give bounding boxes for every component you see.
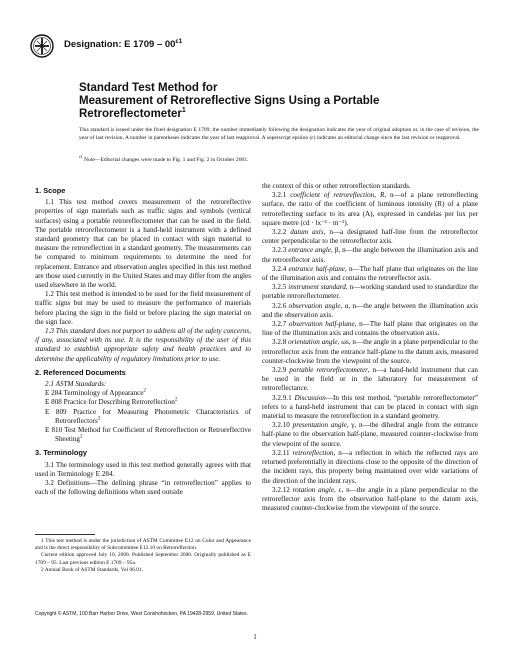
reference-text: E 808 Practice for Describing Retroreflection [45,398,175,407]
reference-text: E 284 Terminology of Appearance [45,389,144,398]
right-column [262,182,478,513]
definition-item [262,302,478,320]
definition-item [262,246,478,264]
designation-text: Designation: E 1709 – 00 [64,39,176,50]
definition-item [262,191,478,228]
definition-item [262,338,478,366]
definition-text: , n—of a plane retroreflecting surface, the ratio of the coefficient of luminous intensity (R) of a plane retroreflecting surface to its area (A), expressed in candelas per lux per square metre (cd · lx⁻¹ · m⁻²). [262,191,478,227]
astm-standards-subheading: 2.1 ASTM Standards: [45,380,107,389]
definition-term: observation angle [288,301,341,310]
section-heading-terminology: 3. Terminology [35,448,88,458]
editorial-note [79,157,479,164]
definition-text: , n—a reflection in which the reflected rays are returned preferentially in directions close to the opposite of the direction of the incident rays, this property being maintained over wide variations of the direction of the incident rays. [262,448,478,485]
definition-number: 3.2.9.1 [272,393,292,402]
astm-logo-icon [30,34,54,58]
paragraph-1-3: 1.3 This standard does not purport to address all of the safety concerns, if any, associated with its use. It is the responsibility of the user of this standard to establish appropriate safety and health practices and to determine the applicability of regulatory limitations prior to use. [35,327,251,363]
definition-text: , n—a hand-held instrument that can be used in the field or in the laboratory for measurement of retroreflectance. [262,366,478,393]
definition-item [262,449,478,486]
definition-text: , γ, n—the dihedral angle from the entrance half-plane to the observation half-plane, measured counter-clockwise from the viewpoint of the source. [262,421,478,448]
title-line-1: Standard Test Method for [79,82,218,94]
reference-footnote-mark: 2 [174,398,178,404]
definition-term: retroreflection [292,448,334,457]
section-heading-scope: 1. Scope [35,186,66,195]
definition-number: 3.2.11 [272,448,290,457]
definition-item [262,265,478,283]
document-title [79,82,459,121]
definition-text: , n—working standard used to standardize the portable retroreflectometer. [262,283,478,301]
definition-term: entrance half-plane [288,264,345,273]
paragraph-1-1: 1.1 This test method covers measurement of the retroreflective properties of sign materials such as traffic signs and symbols (vertical surfaces) using a portable retroreflectometer that can be used in the field. The portable retroreflectometer is a hand-held instrument with a defined standard geometry that can be placed in contact with sign material to measure the retroreflection in a standard geometry. The measurements can be compared to minimum requirements to determine the need for replacement. Entrance and observation angles specified in this test method are those used currently in the United States and may differ from the angles used elsewhere in the world. [35,198,251,290]
definition-number: 3.2.8 [272,338,287,347]
definition-text: —In this test method, “portable retroreflectometer” refers to a hand-held instrument that can be placed in contact with sign material to measure the retroreflection in a standard geometry. [262,393,478,421]
definition-item [262,320,478,338]
definition-term: datum axis [290,228,324,237]
editorial-text: Note—Editorial changes were made to Fig. 1 and Fig. 2 in October 2001. [84,157,249,163]
definition-number: 3.2.10 [272,421,290,430]
paragraph-3-1: 3.1 The terminology used in this test method generally agrees with that used in Terminology E 284. [35,460,251,478]
footnote-1: 1 This test method is under the jurisdiction of ASTM Committee E12 on Color and Appearance and is the direct responsibility of Subcommittee E12.10 on Retroreflection. [35,538,251,552]
paragraph-3-2: 3.2 Definitions—The defining phrase “in retroreflection” applies to each of the following definitions when used outside [35,479,251,497]
definition-text: , n—The half plane that originates on the line of the illumination axis and contains the observation axis. [262,320,478,338]
definition-text: , ε, n—the angle in a plane perpendicular to the retroreflector axis from the observation half-plane to the datum axis, measured counter-clockwise from the viewpoint of the source. [262,485,478,513]
title-footnote-mark: 1 [181,107,186,115]
definition-item [262,486,478,514]
definition-item [262,394,478,422]
definition-term: coefficient of retroreflection, R [290,191,385,200]
footnote-divider [35,534,95,535]
title-line-2: Measurement of Retroreflective Signs Using a Portable [79,95,380,107]
definitions-list [262,191,478,513]
footnote-edition: Current edition approved July 10, 2000. Published September 2000. Originally published as E 1709 – 95. Last previous edition E 1709 – 95a. [35,552,251,566]
issued-notice: This standard is issued under the fixed designation E 1709; the number immediately following the designation indicates the year of original adoption or, in the case of revision, the year of last revision. A number in parentheses indicates the year of last reapproval. A superscript epsilon (ε) indicates an editorial change since the last revision or reapproval. [79,127,479,141]
document-header [30,34,490,58]
definition-number: 3.2.6 [272,301,287,310]
definition-term: instrument standard [288,283,346,292]
page-number: 1 [253,633,257,641]
definition-text: , α, n—the angle between the illumination axis and the observation axis. [262,301,478,319]
reference-footnote-mark: 2 [143,388,147,394]
definition-number: 3.2.3 [272,246,287,255]
definition-text: , β, n—the angle between the illumination axis and the retroreflector axis. [262,246,478,264]
paragraph-1-2: 1.2 This test method is intended to be used for the field measurement of traffic signs but may be used to measure the performance of materials before placing the sign in the field or before placing the sign material on the sign face. [35,290,251,326]
definition-number: 3.2.5 [272,283,287,292]
definition-item [262,366,478,394]
definition-item [262,421,478,449]
definition-term: Discussion [294,393,326,402]
definition-term: orientation angle [288,338,338,347]
reference-e284 [35,389,251,398]
definition-term: rotation angle [292,485,334,494]
reference-footnote-mark: 2 [80,434,83,440]
footnotes [35,538,251,574]
copyright-line: Copyright © ASTM, 100 Barr Harbor Drive, West Conshohocken, PA 19428-2959, United States. [35,611,249,617]
reference-text: E 810 Test Method for Coefficient of Retroreflection or Retroreflective Sheeting [45,426,251,444]
definition-text: , n—The half plane that originates on the line of the illumination axis and contains the retroreflector axis. [262,264,478,283]
section-heading-referenced-documents: 2. Referenced Documents [35,367,126,377]
definition-term: presentation angle [292,421,347,430]
definition-number: 3.2.1 [272,191,287,200]
left-column [35,182,251,498]
definition-text: , ωs, n—the angle in a plane perpendicular to the retroreflector axis from the entrance half-plane to the datum axis, measured counter-clockwise from the viewpoint of the source. [262,338,478,365]
definition-number: 3.2.12 [272,485,290,494]
definition-term: portable retroreflectometer [289,366,368,375]
editorial-epsilon: ε1 [79,155,83,160]
reference-e809 [35,408,251,426]
footnote-2: 2 Annual Book of ASTM Standards, Vol 06.01. [41,566,143,573]
definition-number: 3.2.4 [272,264,287,273]
definition-item [262,228,478,246]
definition-term: entrance angle [288,246,332,255]
paragraph-continuation: the context of this or other retroreflection standards. [262,182,411,190]
definition-text: , n—a designated half-line from the retroreflector center perpendicular to the retroreflector axis. [262,228,478,246]
reference-footnote-mark: 2 [97,416,101,422]
title-line-3: Retroreflectometer [79,108,182,120]
definition-term: observation half-plane [288,320,355,329]
reference-text: E 809 Practice for Measuring Photometric Characteristics of Retroreflectors [45,407,251,425]
definition-number: 3.2.7 [272,320,287,329]
definition-number: 3.2.2 [272,228,287,237]
designation-epsilon: ε1 [175,37,183,45]
definition-number: 3.2.9 [272,366,287,375]
designation-label [64,39,182,50]
definition-item [262,283,478,301]
reference-e808 [35,398,251,407]
reference-e810 [35,426,251,444]
